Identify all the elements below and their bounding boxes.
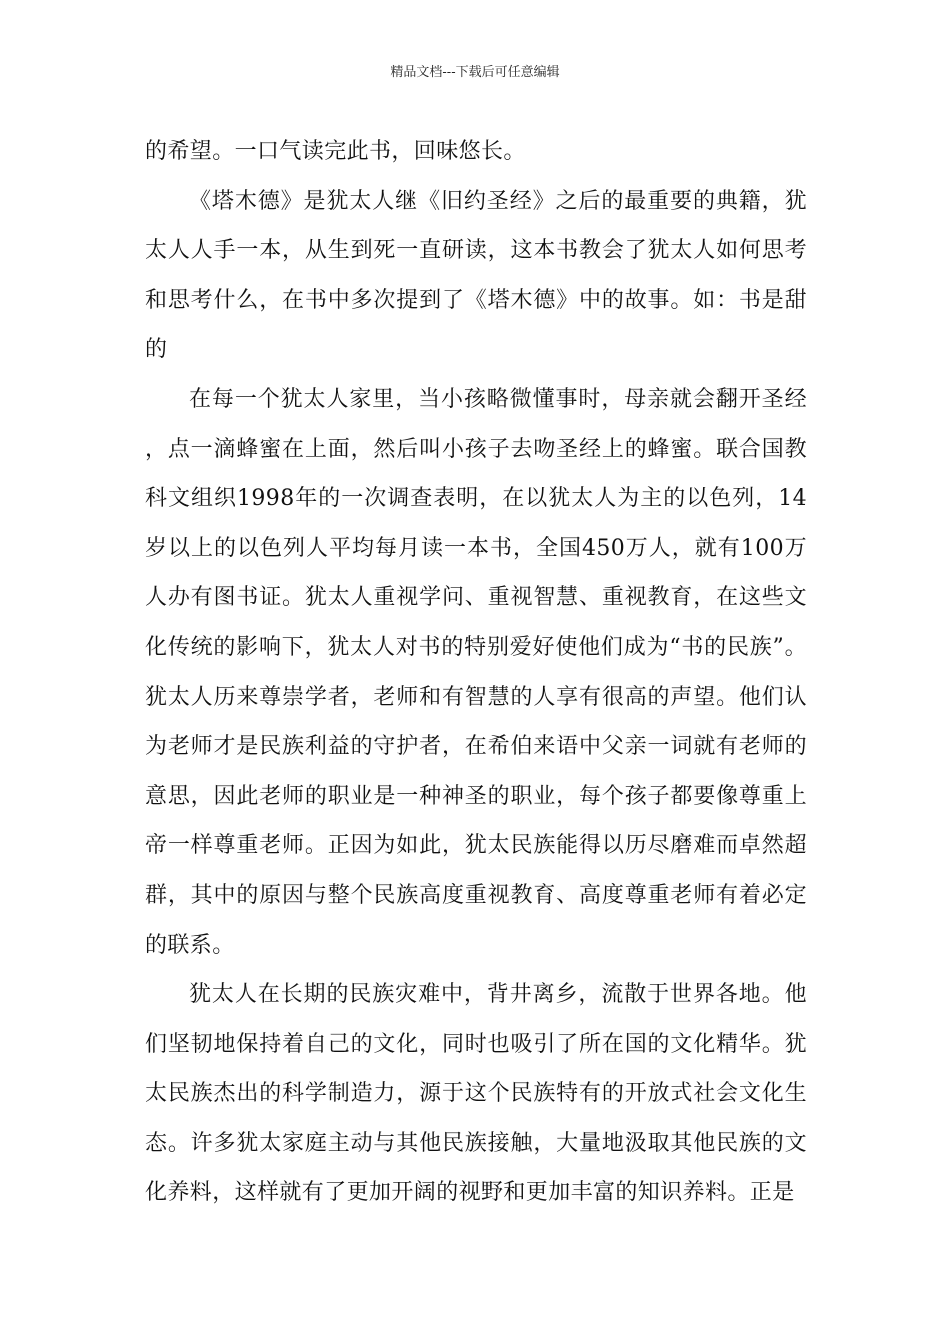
paragraph-talmud: 《塔木德》是犹太人继《旧约圣经》之后的最重要的典籍，犹太人人手一本，从生到死一直研读，这本书教会了犹太人如何思考和思考什么，在书中多次提到了《塔木德》中的故事。如：书是甜的	[145, 188, 807, 363]
page-header: 精品文档---下载后可任意编辑	[390, 65, 560, 80]
paragraph-diaspora: 犹太人在长期的民族灾难中，背井离乡，流散于世界各地。他们坚韧地保持着自己的文化，同时也吸引了所在国的文化精华。犹太民族杰出的科学制造力，源于这个民族特有的开放式社会文化生态。许多犹太家庭主动与其他民族接触，大量地汲取其他民族的文化养料，这样就有了更加开阔的视野和更加丰富的知识养料。正是	[145, 982, 807, 1206]
paragraph-continuation: 的希望。一口气读完此书，回味悠长。	[145, 139, 526, 164]
document-body	[145, 127, 807, 1218]
paragraph-reading-culture: 在每一个犹太人家里，当小孩略微懂事时，母亲就会翻开圣经，点一滴蜂蜜在上面，然后叫小孩子去吻圣经上的蜂蜜。联合国教科文组织1998年的一次调查表明，在以犹太人为主的以色列，14岁以上的以色列人平均每月读一本书，全国450万人，就有100万人办有图书证。犹太人重视学问、重视智慧、重视教育，在这些文化传统的影响下，犹太人对书的特别爱好使他们成为“书的民族”。犹太人历来尊崇学者，老师和有智慧的人享有很高的声望。他们认为老师才是民族利益的守护者，在希伯来语中父亲一词就有老师的意思，因此老师的职业是一种神圣的职业，每个孩子都要像尊重上帝一样尊重老师。正因为如此，犹太民族能得以历尽磨难而卓然超群，其中的原因与整个民族高度重视教育、高度尊重老师有着必定的联系。	[145, 386, 807, 958]
